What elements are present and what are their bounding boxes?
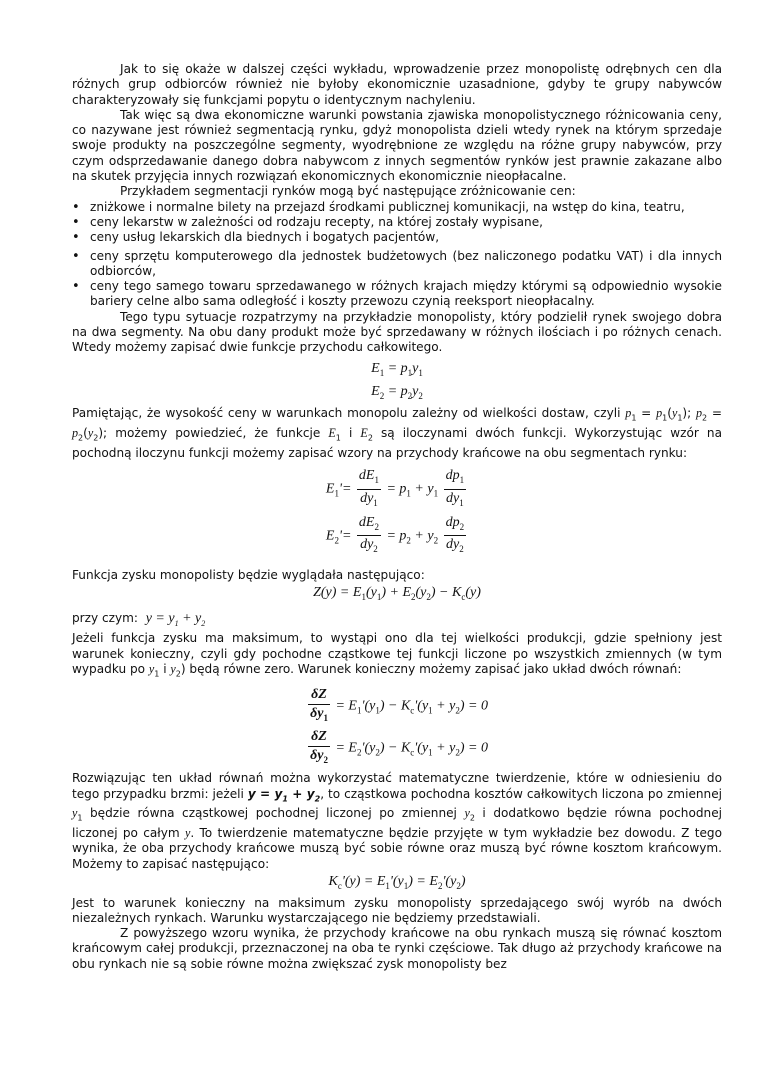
list-item: • ceny sprzętu komputerowego dla jednostek budżetowych (bez naliczonego podatku VAT) i dla innych odbiorców, [90, 249, 722, 280]
paragraph-necessary-condition: Jeżeli funkcja zysku ma maksimum, to wystąpi ono dla tej wielkości produkcji, gdzie spełniony jest warunek konieczny, czyli gdy pochodne cząstkowe tej funkcji liczone po wszystkich zmiennych (w tym wypadku po $y_1$ i $y_2$) będą równe zero. Warunek konieczny możemy zapisać jako układ dwóch równań: [72, 631, 722, 679]
paragraph-intro: Jak to się okaże w dalszej części wykładu, wprowadzenie przez monopolistę odrębnych cen dla różnych grup odbiorców również nie byłoby ekonomicznie uzasadnione, gdyby te grupy nabywców charakteryzowały się funkcjami popytu o identycznym nachyleniu. [72, 62, 722, 107]
list-item: • ceny tego samego towaru sprzedawanego w różnych krajach między którymi są odpowiednio wysokie bariery celne albo sama odległość i koszty przewozu czynią reeksport nieopłacalny. [90, 279, 722, 310]
examples-list [72, 200, 722, 310]
equation-equilibrium: $K_c'(y) = E_1'(y_1) = E_2'(y_2)$ [328, 873, 466, 891]
equation-marginal-revenue-2: $E_2'=$ $\frac{dE_2}{dy_2}$ = $p_2 + y_2$ $\frac{dp_2}{dy_2}$ [325, 514, 465, 555]
paragraph-two-segments: Tego typu sytuacje rozpatrzymy na przykładzie monopolisty, który podzielił rynek swojego dobra na dwa segmenty. Na obu dany produkt może być sprzedawany w różnych ilościach i po różnych cenach. Wtedy możemy zapisać dwie funkcje przychodu całkowitego. [72, 309, 722, 355]
equation-profit: $Z(y) = E_1(y_1) + E_2(y_2) - K_c(y)$ [313, 585, 481, 603]
list-item: • ceny lekarstw w zależności od rodzaju recepty, na której zostały wypisane, [90, 215, 722, 230]
paragraph-where: przy czym: $y = y_1 + y_2$ [72, 611, 206, 629]
paragraph-conditions: Tak więc są dwa ekonomiczne warunki powstania zjawiska monopolistycznego różnicowania ceny, co nazywane jest również segmentacją rynku, gdyż monopolista dzieli wtedy rynek na którym sprzedaje swoje produkty na poszczególne segmenty, wyodrębnione ze względu na różne grupy nabywców, przy czym odsprzedawanie danego dobra nabywcom z innych segmentów rynków jest prawnie zakazane albo na skutek przyjęcia innych rozwiązań ekonomicznych ekonomicznie nieopłacalne. [72, 107, 722, 184]
paragraph-theorem: Rozwiązując ten układ równań można wykorzystać matematyczne twierdzenie, które w odniesieniu do tego przypadku brzmi: jeżeli $y = y_1 + y_2$, to cząstkowa pochodna kosztów całkowitych liczona po zmiennej $y_1$ będzie równa cząstkowej pochodnej liczonej po zmiennej $y_2$ i dodatkowo będzie równa pochodnej liczonej po całym y. To twierdzenie matematyczne będzie przyjęte w tym wykładzie bez dowodu. Z tego wynika, że oba przychody krańcowe muszą być sobie równe oraz muszą być równe kosztom krańcowym. Możemy to zapisać następująco: [72, 771, 723, 871]
equation-revenue-2: $E_2 = p_2y_2$ [371, 384, 423, 402]
paragraph-examples-intro: Przykładem segmentacji rynków mogą być następujące zróżnicowanie cen: [120, 184, 576, 199]
paragraph-final: Z powyższego wzoru wynika, że przychody krańcowe na obu rynkach muszą się równać kosztom krańcowym całej produkcji, przeznaczonej na oba te rynki częściowe. Tak długo aż przychody krańcowe na obu rynkach nie są sobie równe można zwiększać zysk monopolisty bez [72, 926, 722, 971]
paragraph-profit-function: Funkcja zysku monopolisty będzie wyglądała następująco: [72, 568, 425, 583]
list-item: • zniżkowe i normalne bilety na przejazd środkami publicznej komunikacji, na wstęp do kina, teatru, [90, 200, 722, 215]
paragraph-price-dependence: Pamiętając, że wysokość ceny w warunkach monopolu zależny od wielkości dostaw, czyli $p_1 = p_1(y_1)$; $p_2 = p_2(y_2)$; możemy powiedzieć, że funkcje $E_1$ i $E_2$ są iloczynami dwóch funkcji. Wykorzystując wzór na pochodną iloczynu funkcji możemy zapisać wzory na przychody krańcowe na obu segmentach rynku: [72, 406, 723, 460]
equation-partial-1: $\frac{\delta Z}{\delta y_1}$ = $E_1'(y_1) - K_c'(y_1 + y_2) = 0$ [310, 686, 488, 723]
equation-revenue-1: $E_1 = p_1y_1$ [371, 360, 423, 378]
equation-partial-2: $\frac{\delta Z}{\delta y_2}$ = $E_2'(y_2) - K_c'(y_1 + y_2) = 0$ [310, 729, 488, 766]
equation-marginal-revenue-1: $E_1'=$ $\frac{dE_1}{dy_1}$ = $p_1 + y_1$ $\frac{dp_1}{dy_1}$ [325, 467, 465, 508]
list-item: • ceny usług lekarskich dla biednych i bogatych pacjentów, [90, 230, 722, 245]
paragraph-conclusion: Jest to warunek konieczny na maksimum zysku monopolisty sprzedającego swój wyrób na dwóch niezależnych rynkach. Warunku wystarczającego nie będziemy przedstawiali. [72, 895, 722, 925]
